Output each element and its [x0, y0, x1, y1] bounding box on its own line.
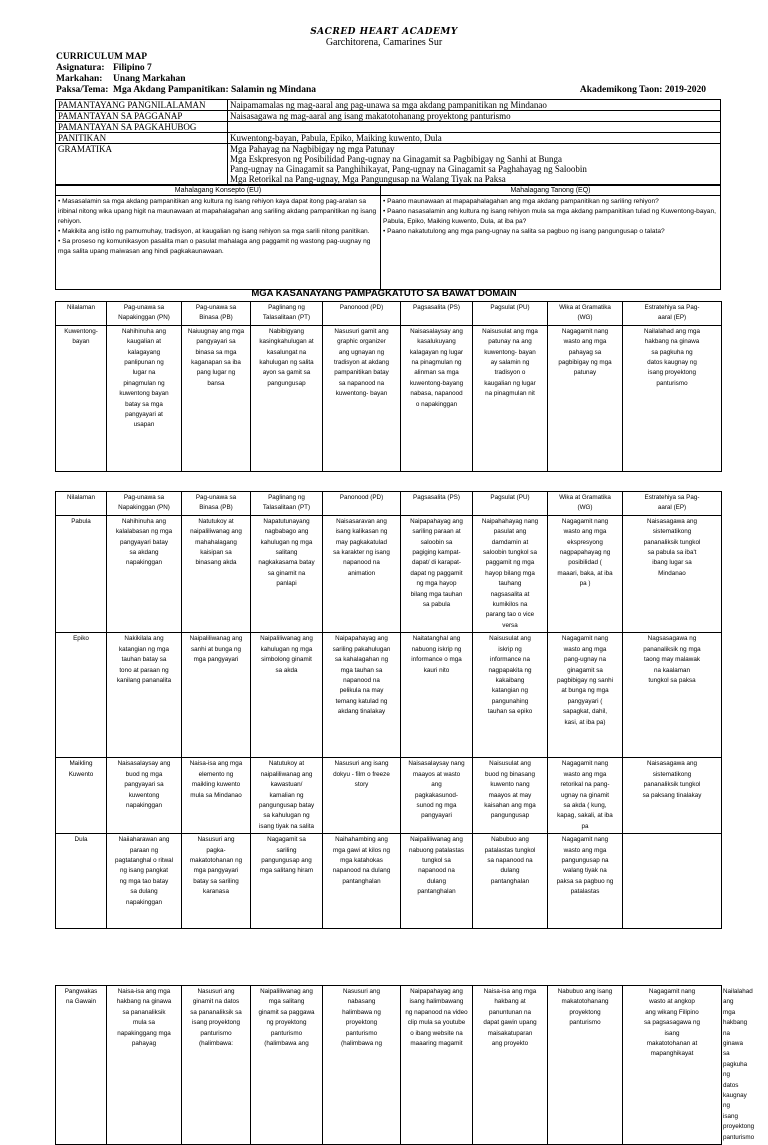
- gramatika-line: Pang-ugnay na Ginagamit sa Panghihikayat, Pang-ugnay na Ginagamit sa Paghahayag ng Saloobin: [230, 164, 587, 174]
- domain-table-3: [55, 985, 755, 1145]
- asignatura-value: Filipino 7: [113, 63, 152, 73]
- standard-value: Kuwentong-bayan, Pabula, Epiko, Maiking kuwento, Dula: [228, 133, 721, 144]
- competency-cell: Nasusuri ang ginamit na datos sa pananaliksik sa isang proyektong panturismo (halimbawa:: [182, 986, 251, 1145]
- competency-cell: Naipaliliwanag ang sanhi at bunga ng mga pangyayari: [182, 633, 251, 758]
- column-header: Pagsulat (PU): [473, 492, 548, 516]
- competency-cell: Nagagamit nang wasto ang mga retorikal na pang- ugnay na ginamit sa akda ( kung, kapag, sakali, at iba pa: [548, 758, 623, 834]
- gramatika-lines: [228, 144, 721, 185]
- column-header: Estratehiya sa Pag- aaral (EP): [623, 302, 722, 326]
- column-header: Panonood (PD): [323, 302, 401, 326]
- column-header: Pag-unawa sa Napakinggan (PN): [107, 492, 182, 516]
- competency-cell: Naiiaharawan ang paraan ng pagtatanghal o ritwal ng isang pangkat ng mga tao batay sa dulang napakinggan: [107, 834, 182, 929]
- paksa-label: Paksa/Tema:: [56, 85, 109, 95]
- competency-cell: Natutukoy at naipaliliwanag ang kawastuan/ kamalian ng pangungusap batay sa kahulugan ng isang tiyak na salita: [251, 758, 323, 834]
- competency-cell: [623, 834, 722, 929]
- column-header: Pagsasalita (PS): [401, 492, 473, 516]
- competency-cell: Naisa-isa ang mga elemento ng maikling kuwento mula sa Mindanao: [182, 758, 251, 834]
- eq-items: [381, 196, 721, 290]
- standard-key: PANITIKAN: [56, 133, 228, 144]
- domain-table-1: [55, 301, 722, 472]
- competency-cell: Naisasalaysay nang maayos at wasto ang pagkakasunod- sunod ng mga pangyayari: [401, 758, 473, 834]
- standard-value: Naipamamalas ng mag-aaral ang pag-unawa sa mga akdang pampanitikan ng Mindanao: [228, 100, 721, 111]
- competency-cell: Nakikilala ang katangian ng mga tauhan batay sa tono at paraan ng kanilang pananalita: [107, 633, 182, 758]
- competency-cell: Naisusulat ang buod ng binasang kuwento nang maayos at may kaisahan ang mga pangungusap: [473, 758, 548, 834]
- paksa-line: [56, 85, 316, 96]
- gramatika-line: Mga Eskpresyon ng Posibilidad Pang-ugnay na Ginagamit sa Pagbibigay ng Sanhi at Bunga: [230, 154, 562, 164]
- competency-cell: Naipahahayag nang pasulat ang damdamin at saloobin tungkol sa paggamit ng mga hayop bilang mga tauhang nagsasalita at kumikilos na parang tao o vice versa: [473, 515, 548, 632]
- competency-cell: Nabubuo ang isang makatotohanang proyektong panturismo: [548, 986, 623, 1145]
- standard-key: PAMANTAYAN SA PAGGANAP: [56, 111, 228, 122]
- competency-cell: Natutukoy at naipaliliwanag ang mahahalagang kaisipan sa binasang akda: [182, 515, 251, 632]
- competency-cell: Nagagamit sa sariling pangungusap ang mga salitang hiram: [251, 834, 323, 929]
- competency-cell: Naisusulat ang iskrip ng informance na nagpapakita ng kakaibang katangian ng pangunahing tauhan sa epiko: [473, 633, 548, 758]
- competency-cell: Naisasaravan ang isang kalikasan ng may pagkakatulad sa karakter ng isang napanood na animation: [323, 515, 401, 632]
- school-address: Garchitorena, Camarines Sur: [325, 37, 443, 48]
- competency-cell: Nabubuo ang patalastas tungkol sa napanood na dulang pantanghalan: [473, 834, 548, 929]
- competency-cell: Nasusuri ang pagka- makatotohanan ng mga pangyayari batay sa sariling karanasa: [182, 834, 251, 929]
- column-header: Pag-unawa sa Binasa (PB): [182, 302, 251, 326]
- standard-row: [56, 111, 721, 122]
- standard-row: [56, 100, 721, 111]
- competency-cell: Nabibigyang kasingkahulugan at kasalungat na kahulugan ng salita ayon sa gamit sa pangungusap: [251, 325, 323, 471]
- domain-title: MGA KASANAYANG PAMPAGKATUTO SA BAWAT DOMAIN: [251, 288, 517, 299]
- nilalaman-cell: Kuwentong- bayan: [56, 325, 107, 471]
- markahan-line: [56, 74, 186, 85]
- column-header: Pagsasalita (PS): [401, 302, 473, 326]
- markahan-value: Unang Markahan: [113, 74, 186, 84]
- eq-item: • Paano nasasalamin ang kultura ng isang rehiyon mula sa mga akdang pampanitikan tulad ng Kuwentong-bayan, Pabula, Epiko, Maiking kuwento, Dula, at iba pa?: [383, 208, 716, 225]
- asignatura-label: Asignatura:: [56, 63, 105, 73]
- domain-row: [56, 758, 722, 834]
- eq-item: • Paano nakatutulong ang mga pang-ugnay na salita sa pagbuo ng isang pangungusap o talata?: [383, 228, 665, 235]
- domain-row: [56, 515, 722, 632]
- column-header: Paglinang ng Talasalitaan (PT): [251, 492, 323, 516]
- column-header: Estratehiya sa Pag- aaral (EP): [623, 492, 722, 516]
- eu-item: • Sa proseso ng komunikasyon pasalita man o pasulat mahalaga ang paggamit ng wastong pag-uugnay ng mga salita upang maiwasan ang hindi pagkakaunawaan.: [58, 238, 371, 255]
- competency-cell: Naihahambing ang mga gawi at kilos ng mga katahokas napanood na dulang pantanghalan: [323, 834, 401, 929]
- column-header: Pag-unawa sa Binasa (PB): [182, 492, 251, 516]
- column-header: Wika at Gramatika (WG): [548, 302, 623, 326]
- gramatika-line: Mga Pahayag na Nagbibigay ng mga Patunay: [230, 144, 395, 154]
- competency-cell: Naisusulat ang mga patunay na ang kuwentong- bayan ay salamin ng tradisyon o kaugalian ng lugar na pinagmulan nit: [473, 325, 548, 471]
- nilalaman-cell: Maikling Kuwento: [56, 758, 107, 834]
- competency-cell: Naipaliliwanag ang kahulugan ng mga simbolong ginamit sa akda: [251, 633, 323, 758]
- competency-cell: Napatutunayang nagbabago ang kahulugan ng mga salitang nagkakasama batay sa ginamit na panlapi: [251, 515, 323, 632]
- school-name: SACRED HEART ACADEMY: [310, 27, 458, 37]
- domain-row: Pangwakas na Gawain Naisa-isa ang mga hakbang na ginawa sa pananaliksik mula sa napakinggang mga pahayag Nasusuri ang ginamit na datos sa pananaliksik sa isang proyektong panturismo (halimbawa: Naipaliliwanag ang mga salitang ginamit sa paggawa ng proyektong panturismo (halimbawa ang Nasusuri ang nabasang halimbawa ng proyektong panturismo (halimbawa ng Naipapahayag ang isang halimbawang ng napanood na video clip mula sa youtube o ibang website na maaaring magamit Naisa-isa ang mga hakbang at panuntunan na dapat gawin upang maisakatuparan ang proyekto Nabubuo ang isang makatotohanang proyektong panturismo Nagagamit nang wasto at angkop ang wikang Filipino sa pagsasagawa ng isang makatotohanan at mapanghikayat Nailalahad ang mga hakbang na ginawa sa pagkuha ng datos kaugnay ng isang proyektong panturismo: [56, 986, 722, 1145]
- competency-cell: Nailalahad ang mga hakbang na ginawa sa pagkuha ng datos kaugnay ng isang proyektong panturismo: [623, 325, 722, 471]
- eq-header: Mahalagang Tanong (EQ): [381, 186, 721, 196]
- competency-cell: Nasusuri ang isang dokyu - film o freeze story: [323, 758, 401, 834]
- column-header: Nilalaman: [56, 492, 107, 516]
- column-header: Pag-unawa sa Napakinggan (PN): [107, 302, 182, 326]
- standard-row: [56, 133, 721, 144]
- column-header: Paglinang ng Talasalitaan (PT): [251, 302, 323, 326]
- competency-cell: Naisasagawa ang sistematikong pananaliksik tungkol sa pabula sa iba't ibang lugar sa Mindanao: [623, 515, 722, 632]
- nilalaman-cell: Dula: [56, 834, 107, 929]
- competency-cell: Naisasalaysay ang buod ng mga pangyayari sa kuwentong napakinggan: [107, 758, 182, 834]
- standard-value: [228, 122, 721, 133]
- competency-cell: Naipaliliwanag ang mga salitang ginamit sa paggawa ng proyektong panturismo (halimbawa ang: [251, 986, 323, 1145]
- paksa-value: Mga Akdang Pampanitikan: Salamin ng Mindana: [113, 85, 316, 95]
- domain-header-row: [56, 492, 722, 516]
- competency-cell: Naisasagawa ang sistematikong pananaliksik tungkol sa paksang tinalakay: [623, 758, 722, 834]
- eu-item: • Makikita ang istilo ng pamumuhay, tradisyon, at kaugalian ng isang rehiyon sa mga sarili nitong panitikan.: [58, 228, 370, 235]
- competency-cell: Nasusuri gamit ang graphic organizer ang ugnayan ng tradisyon at akdang pampanitikan batay sa napanood na kuwentong- bayan: [323, 325, 401, 471]
- domain-row: [56, 633, 722, 758]
- column-header: Wika at Gramatika (WG): [548, 492, 623, 516]
- map-title: CURRICULUM MAP: [56, 52, 148, 62]
- competency-cell: Naisa-isa ang mga hakbang na ginawa sa pananaliksik mula sa napakinggang mga pahayag: [107, 986, 182, 1145]
- competency-cell: Naipapahayag ang sariling paraan at saloobin sa pagiging kampat- dapat/ di karapat- dapat ng paggamit ng mga hayop bilang mga tauhan sa pabula: [401, 515, 473, 632]
- nilalaman-cell: Epiko: [56, 633, 107, 758]
- standard-key: PAMANTAYANG PANGNILALAMAN: [56, 100, 228, 111]
- competency-cell: Nagagamit nang wasto at angkop ang wikang Filipino sa pagsasagawa ng isang makatotohanan at mapanghikayat: [623, 986, 722, 1145]
- eq-item: • Paano maunawaan at mapapahalagahan ang mga akdang pampanitikan ng sariling rehiyon?: [383, 198, 659, 205]
- competency-cell: Naipapahayag ang isang halimbawang ng napanood na video clip mula sa youtube o ibang website na maaaring magamit: [401, 986, 473, 1145]
- competency-cell: Nahihinuha ang kalalabasan ng mga pangyayari batay sa akdang napakinggan: [107, 515, 182, 632]
- nilalaman-cell: Pangwakas na Gawain: [56, 986, 107, 1145]
- eu-header: Mahalagang Konsepto (EU): [56, 186, 381, 196]
- competency-cell: Nagagamit nang wasto ang mga ekspresyong nagpapahayag ng posibilidad ( maaari, baka, at iba pa ): [548, 515, 623, 632]
- eu-item: • Masasalamin sa mga akdang pampanitikan ang kultura ng isang rehiyon kaya dapat itong pag-aralan sa iribinal nitong wika upang higit na maunawaan at mapahalagahan ang sariling akdang pampanitikan ng isang rehiyon.: [58, 198, 377, 225]
- standard-row: [56, 122, 721, 133]
- competency-cell: Nasusuri ang nabasang halimbawa ng proyektong panturismo (halimbawa ng: [323, 986, 401, 1145]
- standard-row: [56, 144, 721, 185]
- eu-items: [56, 196, 381, 290]
- standard-key: GRAMATIKA: [56, 144, 228, 185]
- academic-year: Akademikong Taon: 2019-2020: [579, 85, 706, 95]
- standard-value: Naisasagawa ng mag-aaral ang isang makatotohanang proyektong panturismo: [228, 111, 721, 122]
- competency-cell: Naipaliliwanag ang nabuong patalastas tungkol sa napanood na dulang pantanghalan: [401, 834, 473, 929]
- competency-cell: Naitatanghal ang nabuong iskrip ng informance o mga kauri nito: [401, 633, 473, 758]
- competency-cell: Naisasalaysay ang kasalukuyang kalagayan ng lugar na pinagmulan ng alinman sa mga kuwentong-bayang nabasa, napanood o napakinggan: [401, 325, 473, 471]
- domain-row: [56, 834, 722, 929]
- column-header: Pagsulat (PU): [473, 302, 548, 326]
- competency-cell: Nagagamit nang wasto ang mga pang-ugnay na ginagamit sa pagbibigay ng sanhi at bunga ng mga pangyayari ( sapagkat, dahil, kasi, at iba pa): [548, 633, 623, 758]
- domain-header-row: [56, 302, 722, 326]
- column-header: Nilalaman: [56, 302, 107, 326]
- competency-cell: Naisa-isa ang mga hakbang at panuntunan na dapat gawin upang maisakatuparan ang proyekto: [473, 986, 548, 1145]
- markahan-label: Markahan:: [56, 74, 103, 84]
- eu-eq-table: [55, 185, 721, 290]
- asignatura-line: [56, 63, 152, 74]
- gramatika-line: Mga Retorikal na Pang-ugnay, Mga Pangungusap na Walang Tiyak na Paksa: [230, 174, 506, 184]
- column-header: Panonood (PD): [323, 492, 401, 516]
- competency-cell: Nagagamit nang wasto ang mga pahayag sa pagbibigay ng mga patunay: [548, 325, 623, 471]
- competency-cell: Nagsasagawa ng pananaliksik ng mga taong may malawak na kaalaman tungkol sa paksa: [623, 633, 722, 758]
- competency-cell: Nahihinuha ang kaugalian at kalagayang panlipunan ng lugar na pinagmulan ng kuwentong bayan batay sa mga pangyayari at usapan: [107, 325, 182, 471]
- standards-table: [55, 99, 721, 185]
- standard-key: PAMANTAYAN SA PAGKAHUBOG: [56, 122, 228, 133]
- domain-table-2: [55, 491, 722, 929]
- competency-cell: Nagagamit nang wasto ang mga pangungusap na walang tiyak na paksa sa pagbuo ng patalastas: [548, 834, 623, 929]
- competency-cell: Naipapahayag ang sariling pakahulugan sa kahalagahan ng mga tauhan sa napanood na pelikula na may temang katulad ng akdang tinalakay: [323, 633, 401, 758]
- domain-row: [56, 325, 722, 471]
- nilalaman-cell: Pabula: [56, 515, 107, 632]
- competency-cell: Naiuugnay ang mga pangyayari sa binasa sa mga kaganapan sa iba pang lugar ng bansa: [182, 325, 251, 471]
